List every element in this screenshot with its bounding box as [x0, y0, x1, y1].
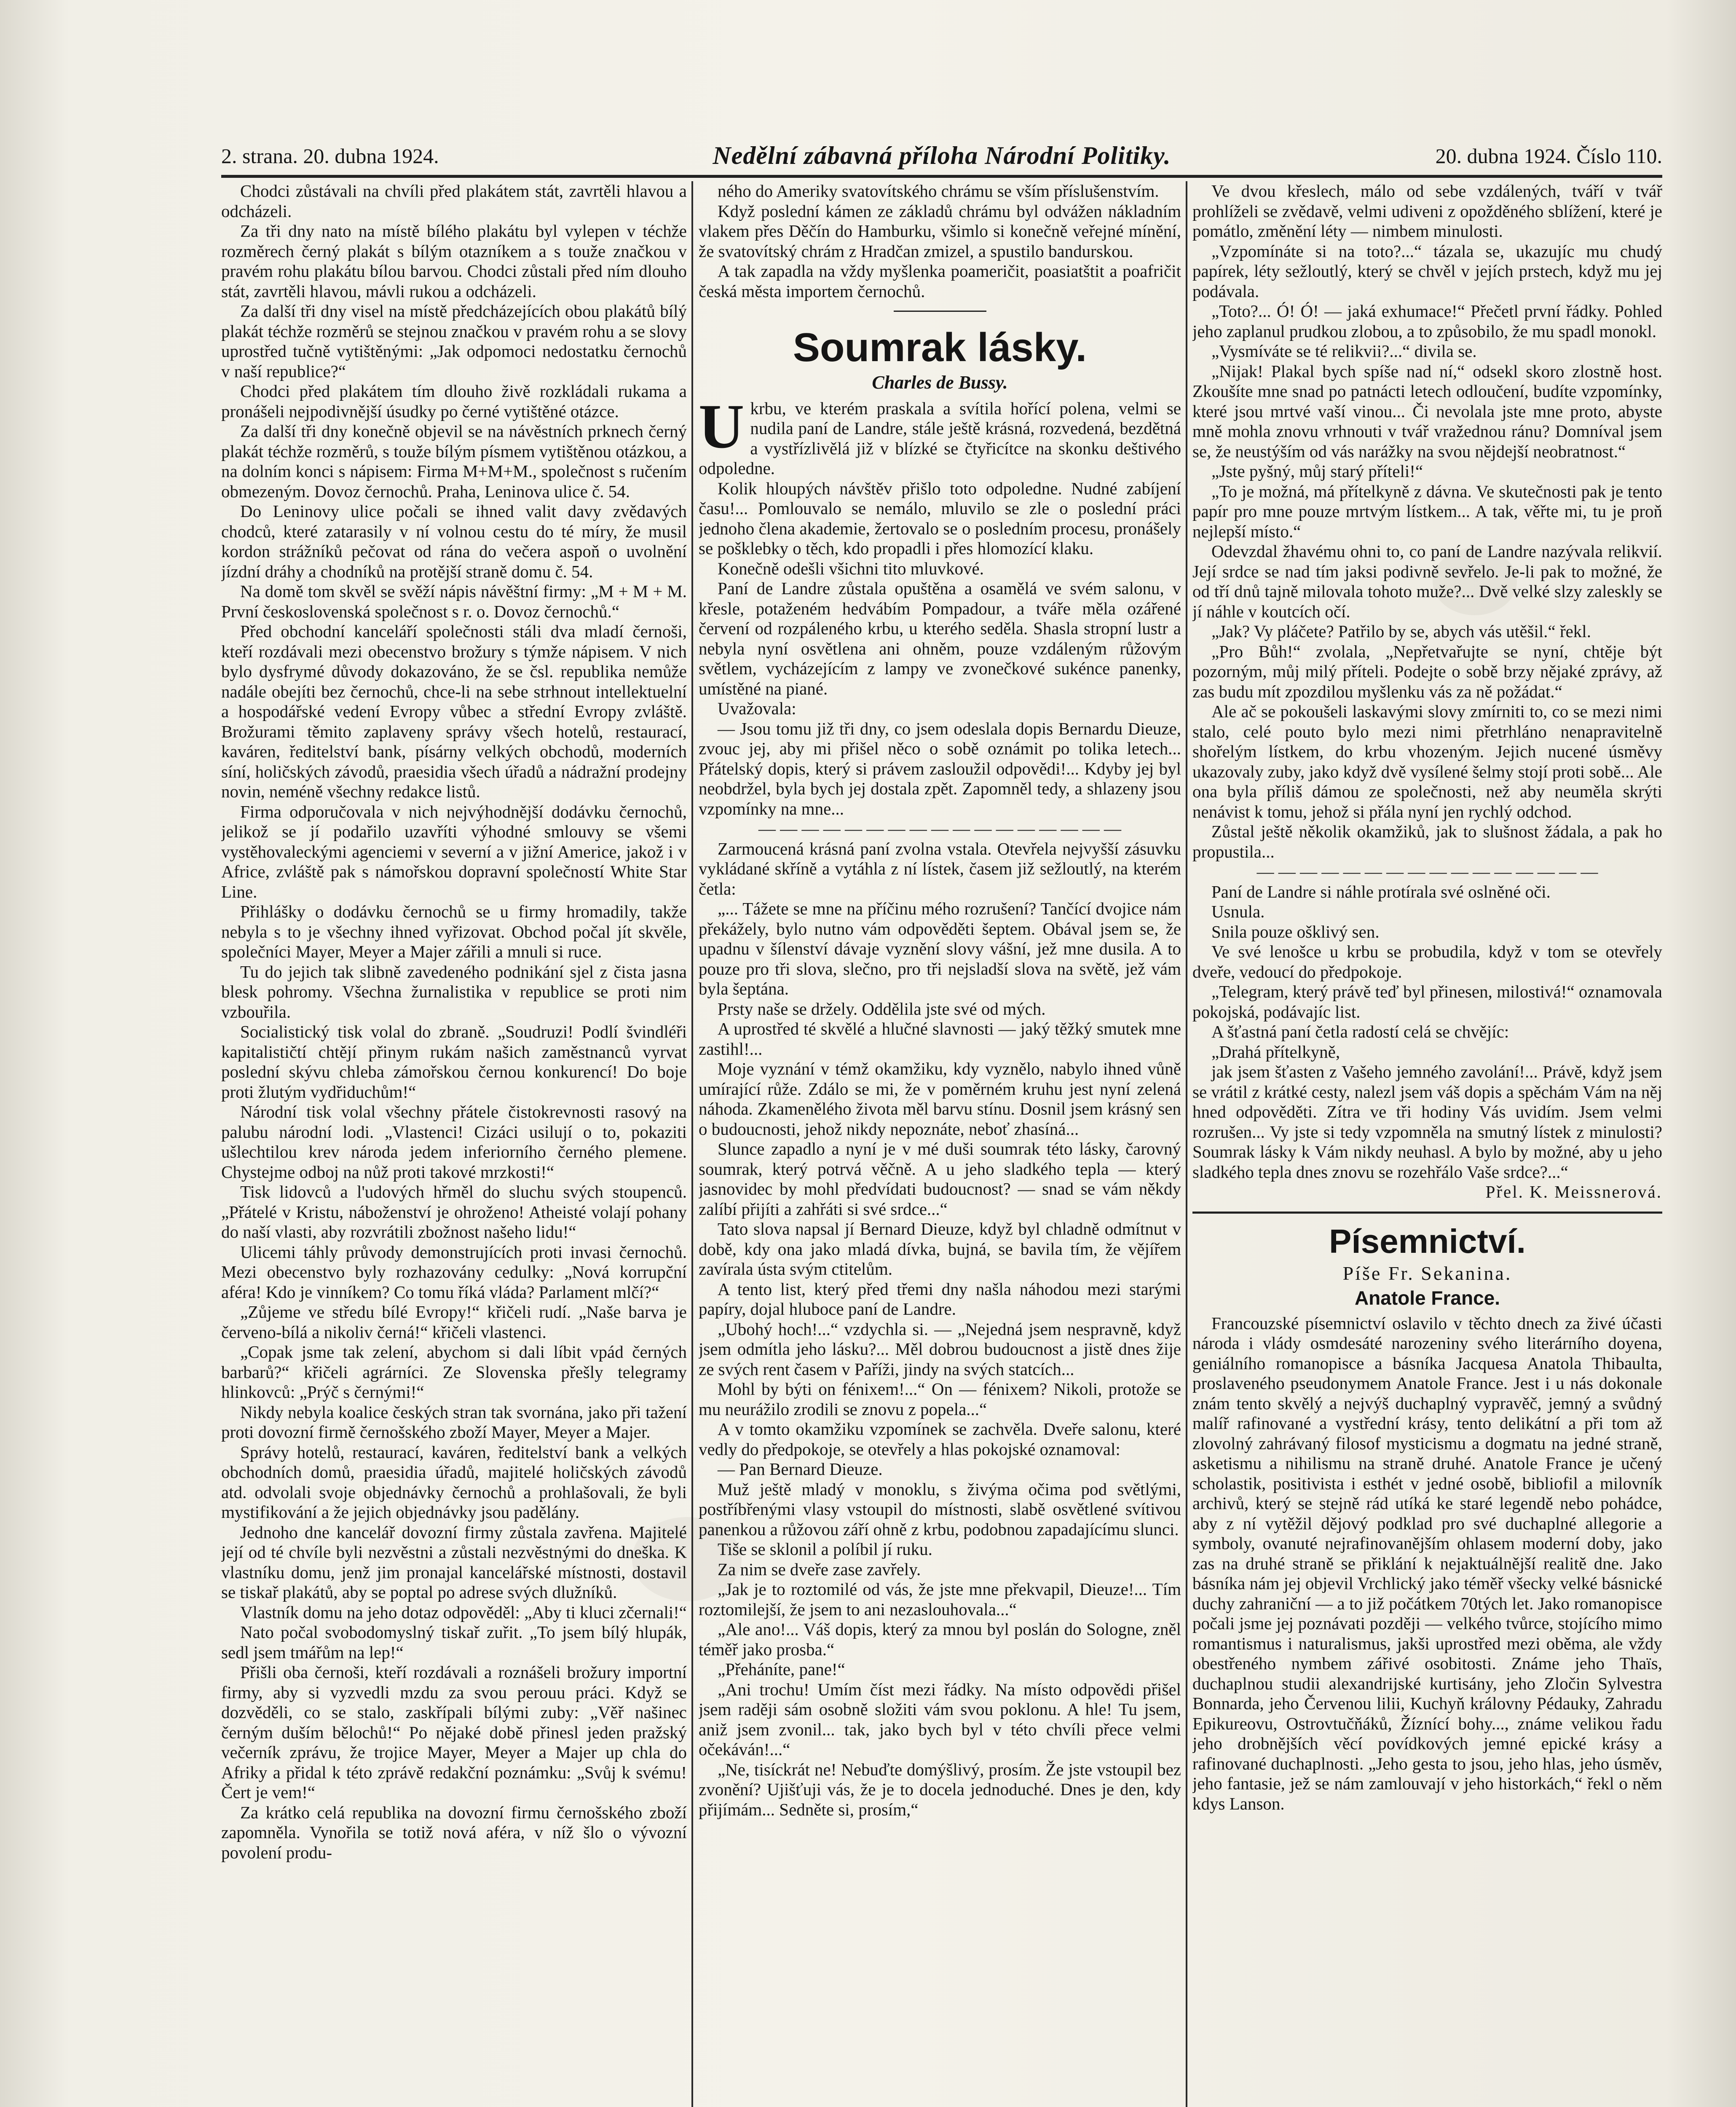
story-paragraph: Paní de Landre si náhle protírala své oslněné oči.: [1211, 882, 1551, 901]
previous-article-end: [699, 181, 1181, 301]
story-paragraph: „Jste pyšný, můj starý příteli!“: [1211, 461, 1423, 481]
story-paragraph: „Drahá přítelkyně,: [1211, 1042, 1340, 1062]
story-paragraph: jak jsem šťasten z Vašeho jemného zavolání!... Právě, když jsem se vrátil z krátké cesty, nalezl jsem váš dopis a spěchám Vám na něj hned odpověděti. Zítra ve tři hodiny Vás uvidím. Jsem velmi rozrušen... Vy jste si tedy vzpomněla na smutný lístek z minulosti? Soumrak lásky k Vám nikdy neuhasl. A bylo by možné, aby u jeho sladkého tepla dnes znovu se rozehřálo Vaše srdce?...“: [1192, 1062, 1662, 1182]
story-paragraph: A šťastná paní četla radostí celá se chvějíc:: [1211, 1022, 1509, 1041]
story-paragraph: Zarmoucená krásná paní zvolna vstala. Otevřela nejvyšší zásuvku vykládané skříně a vytáhla z ní lístek, časem již sežloutlý, na kterém četla:: [699, 839, 1181, 898]
story-paragraph: — Jsou tomu již tři dny, co jsem odeslala dopis Bernardu Dieuze, zvouc jej, aby mi přišel něco o sobě oznámit po tolika letech... Přátelský dopis, který si právem zasloužil odpovědi!... Kdyby jej byl neobdržel, byla bych jej dostala zpět. Zapomněl tedy, a shlazeny jsou vzpomínky na mne...: [699, 718, 1181, 818]
paragraph: Jednoho dne kancelář dovozní firmy zůstala zavřena. Majitelé její od té chvíle byli nezvěstni a zůstali nezvěstnými do dneška. K vlastníku domu, jenž jim pronajal kancelářské místnosti, dostavil se tiskař plakátů, aby se poptal po adrese svých dlužníků.: [221, 1522, 687, 1602]
paragraph: Správy hotelů, restaurací, kaváren, ředitelství bank a velkých obchodních domů, praesidia úřadů, majitelé holičských závodů atd. odvolali svoje objednávky černochů a prohlašovali, že byli mystifikování a že jejich objednávky jsou padělány.: [221, 1442, 687, 1522]
section-body: [1192, 1314, 1662, 1814]
story-continuation: [1192, 181, 1662, 1202]
paragraph: Před obchodní kanceláří společnosti stáli dva mladí černoši, kteří rozdávali mezi obecenstvo brožury s týmže nápisem. V nich bylo dysfrymé důvody dokazováno, že se čsl. republika nemůže nadále obejíti bez černochů, chce-li na sebe strhnout intellektuelní a hospodářské vedení Evropy vůbec a střední Evropy zvláště. Brožurami těmito zaplaveny správy všech hotelů, restaurací, kaváren, ředitelství bank, písárny velkých obchodů, moderních síní, holičských závodů, praesidia všech úřadů a nádražní prodejny novin, neméně všechny redakce listů.: [221, 622, 687, 801]
story-paragraph: A tento list, který před třemi dny našla náhodou mezi starými papíry, dojal hluboce paní de Landre.: [699, 1279, 1181, 1319]
paragraph: Přihlášky o dodávku černochů se u firmy hromadily, takže nebyla s to je všechny ihned vyřizovat. Obchod počal jít skvěle, společníci Mayer, Meyer a Majer zářili a mnuli si ruce.: [221, 902, 687, 961]
story-title: Soumrak lásky.: [793, 325, 1087, 370]
story-paragraph: „Telegram, který právě teď byl přinesen, milostivá!“ oznamovala pokojská, podávajíc list.: [1192, 982, 1662, 1021]
paragraph: Nato počal svobodomyslný tiskař zuřit. „To jsem bílý hlupák, sedl jsem tmářům na lep!“: [221, 1622, 687, 1662]
paragraph: Přišli oba černoši, kteří rozdávali a roznášeli brožury importní firmy, aby si vyzvedli mzdu za svou perouu práci. Když se dozvěděli, co se stalo, zaskřípali bílými zuby: „Věř našinec černým duším bělochů!“ Po nějaké době přinesl jeden pražský večerník zprávu, že trojice Mayer, Meyer a Majer up chla do Afriky a přidal k této zprávě redakční poznámku: „Svůj k svému! Čert je vem!“: [221, 1662, 687, 1802]
story-paragraph: „Nijak! Plakal bych spíše nad ní,“ odsekl skoro zlostně host. Zkoušíte mne snad po patnácti letech odloučení, budíte vzpomínky, které jsou mrtvé vaší vinou... Či nevolala jste mne proto, abyste mně mohla znovu vrhnouti v tvář vražednou ránu? Domníval jsem se, že neustýším od vás narážky na svou nějdejší neobratnost.“: [1192, 361, 1662, 461]
story-paragraph: Snila pouze ošklivý sen.: [1211, 922, 1380, 941]
paragraph: Socialistický tisk volal do zbraně. „Soudruzi! Podlí švindléři kapitalističtí chtějí přinym rukám našich zaměstnanců vyrvat poslední skývu chleba zámořskou černou konkurencí! Do boje proti žlutým vydřiduchům!“: [221, 1022, 687, 1102]
page-header: [221, 141, 1662, 178]
paragraph: Za další tři dny konečně objevil se na návěstních prknech černý plakát téchže rozměrů, s touže bílým písmem vytištěnou otázkou, a na dolním konci s nápisem: Firma M+M+M., společnost s ručením obmezeným. Dovoz černochů. Praha, Leninova ulice č. 54.: [221, 421, 687, 501]
paragraph: Národní tisk volal všechny přátele čistokrevnosti rasový na palubu národní lodi. „Vlastenci! Cizáci usilují o to, pokaziti ušlechtilou krev národa jedem inferiorního černého plemene. Chystejme odboj na nůž proti takové mrzkosti!“: [221, 1102, 687, 1182]
paragraph: „Zůjeme ve středu bílé Evropy!“ křičeli rudí. „Naše barva je červeno-bílá a nikoliv černá!“ křičeli vlastenci.: [221, 1302, 687, 1342]
section-title: Písemnictví.: [1329, 1222, 1526, 1260]
story-paragraph: Mohl by býti on fénixem!...“ On — fénixem? Nikoli, protože se mu neurážilo zrodili se znovu z popela...“: [699, 1379, 1181, 1419]
story-paragraph: „Přeháníte, pane!“: [718, 1659, 845, 1679]
story-paragraph: Ve své lenošce u krbu se probudila, když v tom se otevřely dveře, vedoucí do předpokoje.: [1192, 942, 1662, 981]
story-paragraph: Za nim se dveře zase zavřely.: [718, 1559, 921, 1579]
story-paragraph: Muž ještě mladý v monoklu, s živýma očima pod světlými, postříbřenými vlasy vstoupil do místnosti, slabě osvětlené svítivou panenkou a růžovou září ohně z krbu, podobnou zapadajícímu slunci.: [699, 1479, 1181, 1539]
paragraph: Tu do jejich tak slibně zavedeného podnikání sjel z čista jasna blesk pohromy. Všechna žurnalistika v republice se proti nim vzbouřila.: [221, 962, 687, 1021]
column-left: [221, 181, 687, 2107]
paragraph: Nikdy nebyla koalice českých stran tak svornána, jako při tažení proti dovozní firmě černošského zboží Mayer, Meyer a Majer.: [221, 1402, 687, 1442]
paragraph: A tak zapadla na vždy myšlenka poameričit, poasiatštit a poafričit česká města importem černochů.: [699, 261, 1181, 301]
paragraph: Firma odporučovala v nich nejvýhodnější dodávku černochů, jelikož se jí podařilo uzavříti výhodné smlouvy se všemi vystěhovaleckými agenciemi v severní a v jižní Americe, jakož i v Africe, zvláště pak s námořskou dopravní společností White Star Line.: [221, 802, 687, 901]
story-paragraph: „Ne, tisíckrát ne! Nebuďte domýšlivý, prosím. Že jste vstoupil bez zvonění? Ujišťuji vás, že je to docela jednoduché. Dnes je den, kdy přijímám... Sedněte si, prosím,“: [699, 1759, 1181, 1819]
story-paragraph: „Ale ano!... Váš dopis, který za mnou byl poslán do Sologne, zněl téměř jako prosba.“: [699, 1619, 1181, 1659]
section-separator: [1192, 1212, 1662, 1214]
paragraph: Chodci zůstávali na chvíli před plakátem stát, zavrtěli hlavou a odcházeli.: [221, 181, 687, 221]
section-subtitle: Anatole France.: [1354, 1287, 1500, 1309]
story-paragraph: Přel. K. Meissnerová.: [1485, 1182, 1662, 1201]
story-paragraph: Slunce zapadlo a nyní je v mé duši soumrak této lásky, čarovný soumrak, který potrvá věčně. A u jeho sladkého tepla — který jasnovidec by mohl předvídati budoucnost? — snad se vám někdy zalíbí přijíti a zahřáti si své srdce...“: [699, 1139, 1181, 1219]
story-paragraph: Tato slova napsal jí Bernard Dieuze, když byl chladně odmítnut v době, kdy ona jako mladá dívka, bujná, se bavila tím, že vějířem zavírala ústa svým ctitelům.: [699, 1219, 1181, 1279]
header-issue: 20. dubna 1924. Číslo 110.: [1435, 144, 1662, 168]
story-paragraph: Kolik hloupých návštěv přišlo toto odpoledne. Nudné zabíjení času!... Pomlouvalo se nemálo, mluvilo se zle o poslední práci jednoho člena akademie, žertovalo se o posledním procesu, pronášely se pošklebky o těch, kdo propadli i přes hlomozící klaku.: [699, 478, 1181, 558]
story-first-paragraph-text: krbu, ve kterém praskala a svítila hořící polena, velmi se nudila paní de Landre, stále ještě krásná, rozvedená, bezdětná a vystřízlivělá již v blízké se čtyřicítce na skonku deštivého odpoledne.: [699, 398, 1181, 478]
section-author: Píše Fr. Sekanina.: [1342, 1262, 1512, 1284]
story-paragraph: „Toto?... Ó! Ó! — jaká exhumace!“ Přečetl první řádky. Pohled jeho zaplanul prudkou zlobou, a to způsobilo, že mu spadl monokl.: [1192, 301, 1662, 341]
story-paragraph: „Jak je to roztomilé od vás, že jste mne překvapil, Dieuze!... Tím roztomilejší, že jsem to ani nezaslouhovala...“: [699, 1579, 1181, 1619]
header-publication-title: Nedělní zábavná příloha Národní Politiky.: [713, 142, 1171, 169]
story-paragraph: Tiše se sklonil a políbil jí ruku.: [718, 1539, 932, 1559]
story-paragraph: „Vzpomínáte si na toto?...“ tázala se, ukazujíc mu chudý papírek, léty sežloutlý, který se chvěl v jejích prstech, když mu jej podávala.: [1192, 241, 1662, 301]
story-paragraph: „To je možná, má přítelkyně z dávna. Ve skutečnosti pak je tento papír pro mne pouze mrtvým lístkem... A tak, věřte mi, tu je proň nejlepší místo.“: [1192, 481, 1662, 541]
story-paragraph: Konečně odešli všichni tito mluvkové.: [718, 558, 984, 578]
column-divider: [691, 181, 693, 2107]
story-paragraph: „Ubohý hoch!...“ vzdychla si. — „Nejedná jsem nespravně, když jsem odmítla jeho lásku?... Měl dobrou budoucnost a jistě dnes žije ze svých rent časem v Paříži, jindy na svých statcích...: [699, 1319, 1181, 1379]
paragraph: Tisk lidovců a l'udových hřměl do sluchu svých stoupenců. „Přátelé v Kristu, náboženství je ohroženo! Atheisté volají pohany do naší vlasti, aby rozvrátili zbožnost našeho lidu!“: [221, 1182, 687, 1241]
paragraph: Za další tři dny visel na místě předcházejících obou plakátů bílý plakát téchže rozměrů se stejnou značkou v pravém rohu a se slovy uprostřed tučně vytištěnými: „Jak odpomoci nedostatku černochů v naší republice?“: [221, 301, 687, 381]
story-byline: Charles de Bussy.: [872, 372, 1008, 393]
story-paragraph: „Ani trochu! Umím číst mezi řádky. Na místo odpovědi přišel jsem raději sám osobně složiti vám svou poklonu. A hle! Tu jsem, aniž jsem zvonil... tak, jako bych byl v této chvíli přece velmi očekáván!...“: [699, 1679, 1181, 1759]
story-paragraph: Ale ač se pokoušeli laskavými slovy zmírniti to, co se mezi nimi stalo, celé pouto bylo mezi nimi přetrhláno nenapravitelně shořelým lístkem, do krbu vhozeným. Jejich nucené úsměvy ukazovaly zuby, jako když dvě vysílené šelmy stojí proti sobě... Ale ona byla příliš dámou ze společnosti, než aby neuměla skrýti nenávist k tomu, jehož si přála nyní jen rychlý odchod.: [1192, 702, 1662, 821]
story-paragraph: A uprostřed té skvělé a hlučné slavnosti — jaký těžký smutek mne zastihl!...: [699, 1019, 1181, 1059]
drop-cap: U: [699, 391, 745, 461]
paragraph: Do Leninovy ulice počali se ihned valit davy zvědavých chodců, které zatarasily v ní volnou cestu do té míry, že musil kordon strážníků pečovat od rána do večera aspoň o uvolnění jízdní dráhy a chodníků na protější straně domu č. 54.: [221, 501, 687, 581]
story-paragraph: „Pro Bůh!“ zvolala, „Nepřetvařujte se nyní, chtěje být pozorným, můj milý příteli. Podejte o sobě brzy nějaké zprávy, až zas budu mít zpozdilou myšlenku vás za ně požádat.“: [1192, 641, 1662, 701]
paragraph: Ulicemi táhly průvody demonstrujících proti invasi černochů. Mezi obecenstvo byly rozhazovány cedulky: „Nová korrupční aféra! Kdo je vinníkem? Co tomu říká vláda? Parlament mlčí?“: [221, 1242, 687, 1302]
paragraph: „Copak jsme tak zelení, abychom si dali líbit vpád černých barbarů?“ křičeli agrárníci. Ze Slovenska přešly telegramy hlinkovců: „Prýč s černými!“: [221, 1342, 687, 1402]
story-paragraph: „Jak? Vy pláčete? Patřilo by se, abych vás utěšil.“ řekl.: [1211, 622, 1591, 641]
column-divider: [1186, 181, 1187, 2107]
story-paragraph: „... Tážete se mne na příčinu mého rozrušení? Tančící dvojice nám překážely, bylo nutno vám odpověděti šeptem. Obával jsem se, že upadnu v šílenství dávaje vyznění slovy vášní, jež mne dusila. A to pouze pro tři slova, slečno, pro tři nejsladší slova na světě, jež vám byla šeptána.: [699, 899, 1181, 998]
paragraph: Na domě tom skvěl se svěží nápis návěštní firmy: „M + M + M. První československá společnost s r. o. Dovoz černochů.“: [221, 582, 687, 621]
story-paragraph: Odevzdal žhavému ohni to, co paní de Landre nazývala relikvií. Její srdce se nad tím jaksi podivně sevřelo. Je-li pak to možné, že od tří dnů tajně milovala tohoto muže?... Dvě velké slzy zaleskly se jí náhle v koutcích očí.: [1192, 541, 1662, 621]
column-right: [1192, 181, 1662, 2107]
paragraph: Za tři dny nato na místě bílého plakátu byl vylepen v téchže rozměrech černý plakát s bílým otazníkem a s touže značkou v pravém rohu plakátu bílou barvou. Chodci zůstali před ním dlouho stát, zavrtěli hlavou, mávli rukou a odcházeli.: [221, 221, 687, 301]
story-paragraph: Ve dvou křeslech, málo od sebe vzdálených, tváří v tvář prohlíželi se zvědavě, velmi udiveni z opožděného sblížení, které je pomátlo, změnění léty — nimbem minulosti.: [1192, 181, 1662, 241]
paragraph: Vlastník domu na jeho dotaz odpověděl: „Aby ti kluci zčernali!“: [240, 1602, 687, 1622]
paragraph: Když poslední kámen ze základů chrámu byl odvážen nákladním vlakem přes Děčín do Hamburku, všimlo si konečně veřejné mínění, že svatovítský chrám z Hradčan zmizel, a spustilo bandurskou.: [699, 201, 1181, 261]
story-paragraph: Uvažovala:: [718, 699, 796, 718]
article-separator: [894, 311, 986, 312]
paragraph: Za krátko celá republika na dovozní firmu černošského zboží zapomněla. Vynořila se totiž nová aféra, v níž šlo o vývozní povolení produ-: [221, 1802, 687, 1862]
story-paragraph: Zůstal ještě několik okamžiků, jak to slušnost žádala, a pak ho propustila...: [1192, 822, 1662, 861]
story-paragraph: Usnula.: [1211, 902, 1265, 921]
section-paragraph: Francouzské písemnictví oslavilo v těchto dnech za živé účasti národa i vlády osmdesáté narozeniny svého literárního doyena, geniálního romanopisce a básníka Jacquesa Anatola Thibaulta, proslaveného pseudonymem Anatole France. Jest i u nás dokonale znám tento skvělý a nejvýš duchaplný vypravěč, jemný a svůdný malíř rafinované a vystřední krásy, tento delikátní a při tom až zlovolný zahrávaný filosof mysticismu a dogmatu na jedné straně, asketismu a nihilismu na straně druhé. Anatole France je učený scholastik, positivista i esthét v jedné osobě, bibliofil a milovník archivů, který se stejně rád utíká ke staré legendě nebo pohádce, aby z ní vytěžil dějový podklad pro své duchaplné allegorie a symboly, ovanuté nejrafinovanějším ohlasem moderní doby, jako zas na druhé straně se přiklání k nejaktuálnější realitě dne. Jako básníka nám jej objevil Vrchlický jako téměř všecky velké básnické duchy zahraniční — a to již počátkem 70tých let. Jako romanopisce počali jsme jej poznávati později — velkého tvůrce, stojícího mimo romantismus i naturalismus, jakši uprostřed mezi oběma, ale vždy obestřeného nymbem zářivé osobitosti. Známe jeho Thaïs, duchaplnou studii alexandrijské kurtisány, jeho Zločin Sylvestra Bonnarda, jeho Červenou lilii, Kuchyň královny Pédauky, Zahradu Epikureovu, Ostrovtučňáků, Žíznící bohy..., známe velikou řadu jeho drobnějších věcí povídkových jemné epické krásy a rafinované duchaplnosti. „Jeho gesta to jsou, jeho hlas, jeho úsměv, jeho fantasie, jež se nám zamlouvají v jeho historkách,“ řekl o něm kdys Lanson.: [1192, 1313, 1662, 1813]
paragraph: Chodci před plakátem tím dlouho živě rozkládali rukama a pronášeli nejpodivnější úsudky po černé vytištěné otázce.: [221, 381, 687, 421]
story-paragraph: „Vysmíváte se té relikvii?...“ divila se.: [1211, 341, 1477, 361]
paragraph: ného do Ameriky svatovítského chrámu se vším příslušenstvím.: [718, 181, 1159, 201]
story-paragraph: Paní de Landre zůstala opuštěna a osamělá ve svém salonu, v křesle, potaženém hedvábím Pompadour, a tváře měla ozářené červení od rozpáleného krbu, u kterého seděla. Shasla stropní lustr a nebyla nyní osvětlena ani ohněm, pouze vzdáleným růžovým světlem, vycházejícím z lampy ve zvonečkové sukénce panenky, umístěné na piané.: [699, 579, 1181, 698]
story-paragraph: Moje vyznání v témž okamžiku, kdy vyznělo, nabylo ihned vůně umírající růže. Zdálo se mi, že v poměrném kruhu jest nyní zelená náhoda. Zkamenělého života měl barvu stínu. Dosnil jsem krásný sen o budoucnosti, jehož nikdy nepoznáte, neboť zhasíná...: [699, 1059, 1181, 1139]
story-paragraph: Prsty naše se držely. Oddělila jste své od mých.: [718, 999, 1046, 1019]
story-paragraph: — — — — — — — — — — — — — — — — —: [758, 819, 1121, 838]
story-first-paragraph: [699, 391, 1181, 479]
story-paragraph: — — — — — — — — — — — — — — — —: [1256, 862, 1598, 881]
story-paragraph: A v tomto okamžiku vzpomínek se zachvěla. Dveře salonu, které vedly do předpokoje, se otevřely a hlas pokojské oznamoval:: [699, 1419, 1181, 1459]
column-middle: [699, 181, 1181, 2107]
header-page-number: 2. strana. 20. dubna 1924.: [221, 144, 439, 168]
story-paragraph: — Pan Bernard Dieuze.: [718, 1459, 883, 1479]
story-body: [699, 391, 1181, 1820]
